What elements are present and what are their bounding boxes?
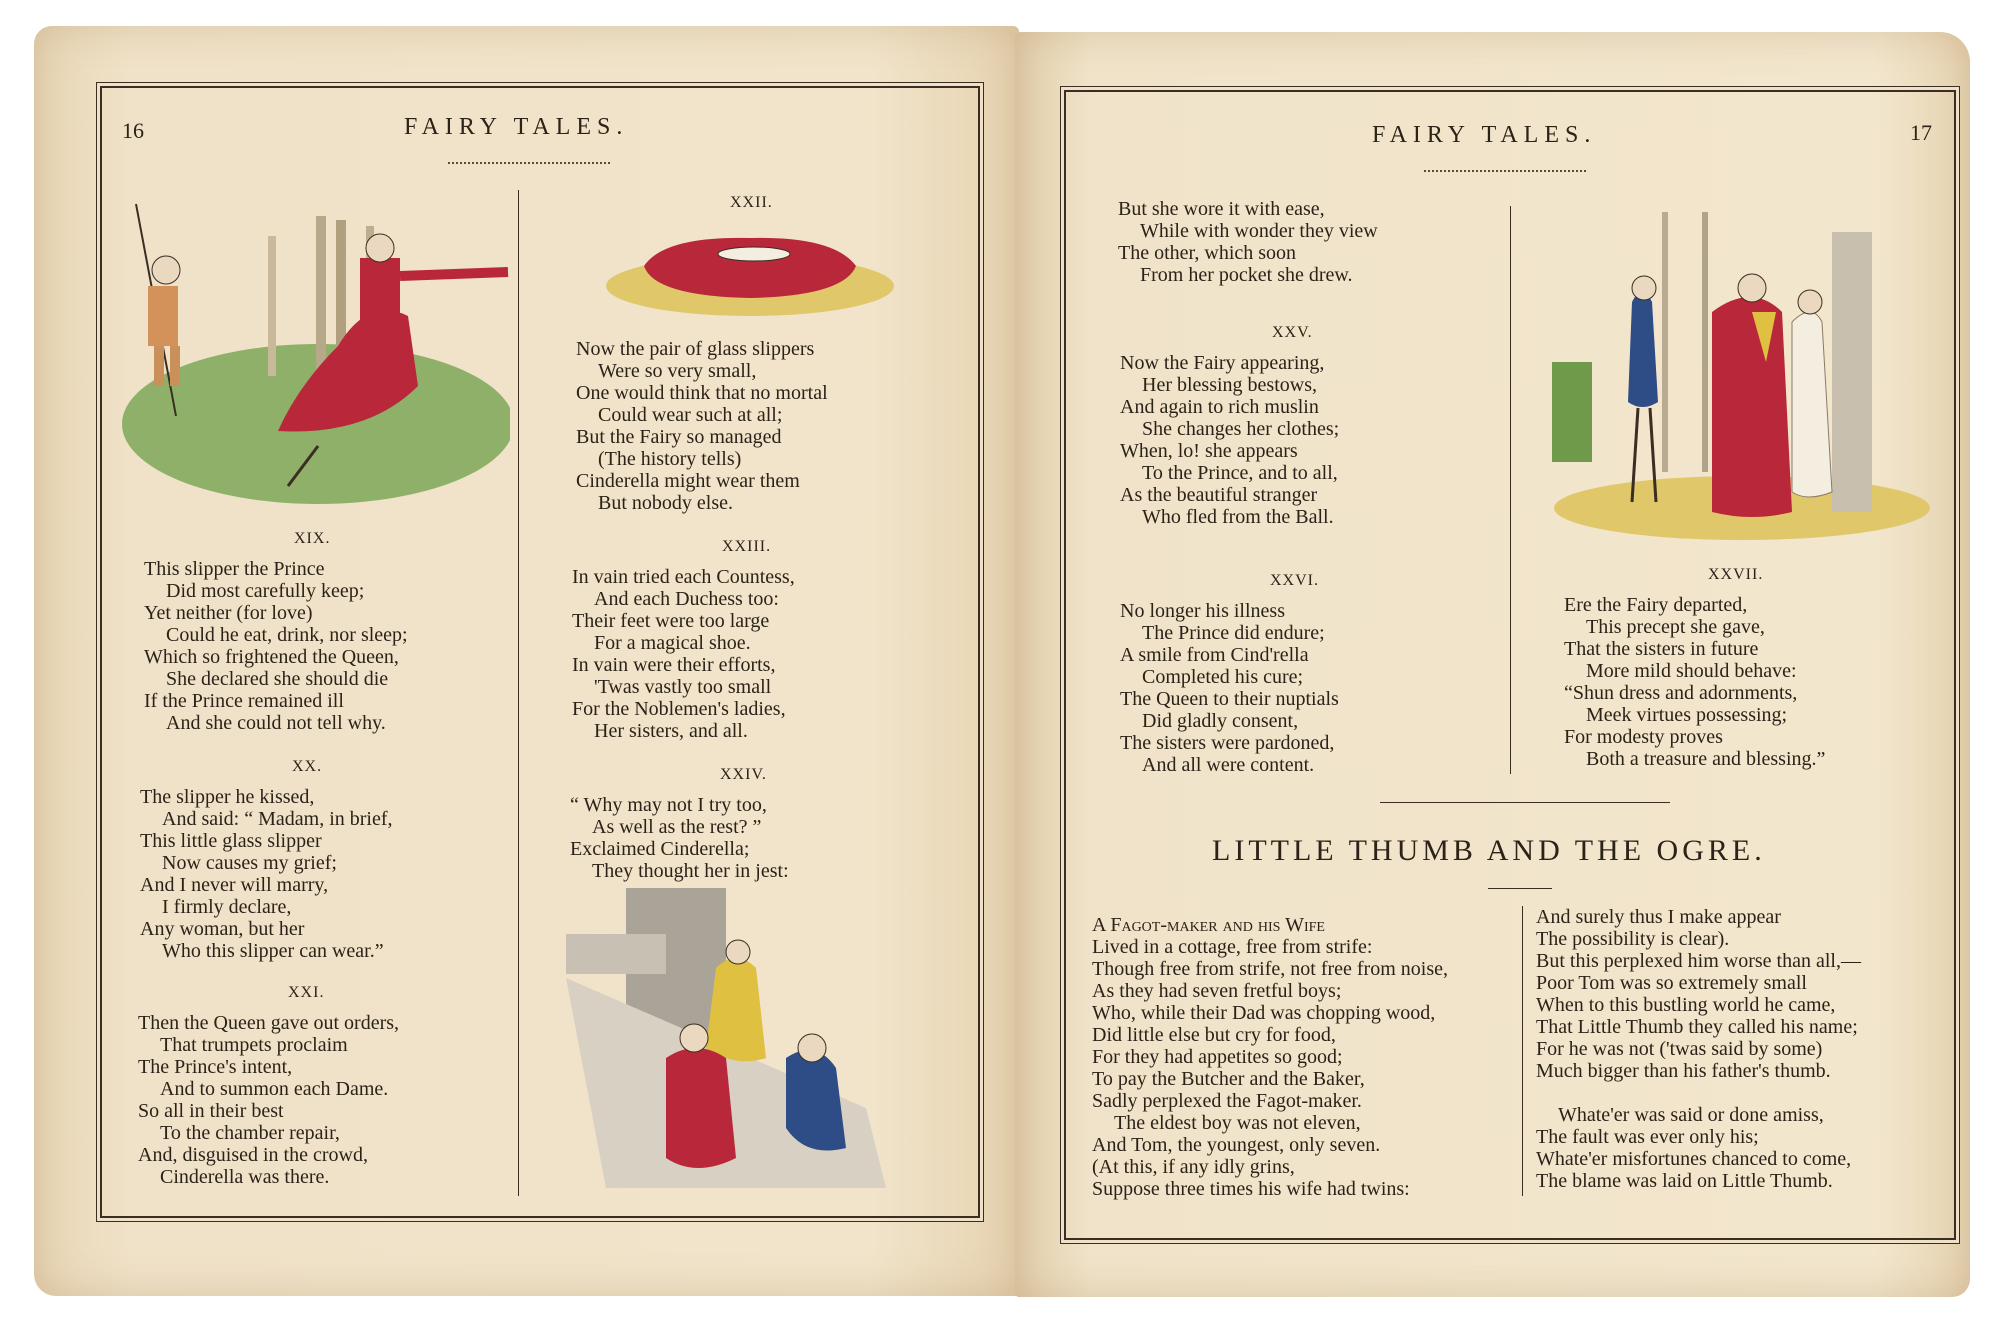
verse-line: Suppose three times his wife had twins: — [1092, 1178, 1410, 1200]
stanza-number: XIX. — [294, 530, 331, 547]
verse-line: Did most carefully keep; — [166, 580, 365, 602]
title-ornament — [1488, 888, 1552, 889]
verse-line: Much bigger than his father's thumb. — [1536, 1060, 1831, 1082]
stanza-number: XXIII. — [722, 538, 772, 555]
stanza-number: XXI. — [288, 984, 325, 1001]
verse-line: Did gladly consent, — [1142, 710, 1299, 732]
verse-line: Ere the Fairy departed, — [1564, 594, 1748, 616]
verse-line: Their feet were too large — [572, 610, 770, 632]
verse-line: A Fagot-maker and his Wife — [1092, 914, 1325, 936]
verse-line: And I never will marry, — [140, 874, 329, 896]
verse-line: Who fled from the Ball. — [1142, 506, 1334, 528]
verse-line: And again to rich muslin — [1120, 396, 1319, 418]
verse-line: But nobody else. — [598, 492, 733, 514]
verse-line: To the Prince, and to all, — [1142, 462, 1338, 484]
verse-line: A smile from Cind'rella — [1120, 644, 1309, 666]
verse-line: So all in their best — [138, 1100, 284, 1122]
stanza-xxiii — [572, 536, 902, 742]
stanza-number: XXV. — [1272, 324, 1313, 341]
verse-line: Then the Queen gave out orders, — [138, 1012, 400, 1034]
verse-line: The other, which soon — [1118, 242, 1297, 264]
verse-line: This little glass slipper — [140, 830, 322, 852]
verse-line: And all were content. — [1142, 754, 1315, 776]
verse-line: Could wear such at all; — [598, 404, 783, 426]
verse-line: Whate'er was said or done amiss, — [1558, 1104, 1824, 1126]
verse-line: Sadly perplexed the Fagot-maker. — [1092, 1090, 1362, 1112]
verse-line: Whate'er misfortunes chanced to come, — [1536, 1148, 1852, 1170]
verse-line: The sisters were pardoned, — [1120, 732, 1335, 754]
running-head-left: FAIRY TALES. — [404, 114, 629, 140]
verse-line: And surely thus I make appear — [1536, 906, 1781, 928]
verse-line: As well as the rest? ” — [592, 816, 762, 838]
verse-line: (At this, if any idly grins, — [1092, 1156, 1295, 1178]
verse-line: And, disguised in the crowd, — [138, 1144, 368, 1166]
verse-line: She changes her clothes; — [1142, 418, 1340, 440]
column-rule-right-bottom — [1522, 906, 1523, 1196]
stanza-xxii — [576, 338, 906, 514]
verse-line: The Prince's intent, — [138, 1056, 293, 1078]
section-rule — [1380, 802, 1670, 803]
verse-line: Who this slipper can wear.” — [162, 940, 384, 962]
verse-line: Now the pair of glass slippers — [576, 338, 815, 360]
page-number-right: 17 — [1910, 120, 1932, 145]
verse-line: When, lo! she appears — [1120, 440, 1298, 462]
stanza-number: XXVI. — [1270, 572, 1319, 589]
verse-line: 'Twas vastly too small — [594, 676, 772, 698]
verse-line: But she wore it with ease, — [1118, 198, 1325, 220]
illustration-court-scene — [1552, 212, 1932, 542]
verse-line: Now the Fairy appearing, — [1120, 352, 1325, 374]
stanza-xxiv-continued — [1118, 198, 1458, 286]
verse-line: The blame was laid on Little Thumb. — [1536, 1170, 1833, 1192]
running-head-right: FAIRY TALES. — [1372, 122, 1597, 148]
stanza-xxvii — [1564, 564, 1924, 770]
verse-line: Though free from strife, not free from noise, — [1092, 958, 1448, 980]
verse-line: For a magical shoe. — [594, 632, 751, 654]
verse-line: Which so frightened the Queen, — [144, 646, 399, 668]
verse-line: While with wonder they view — [1140, 220, 1378, 242]
verse-line: And she could not tell why. — [166, 712, 386, 734]
stanza-xix — [144, 528, 474, 734]
verse-line: That trumpets proclaim — [160, 1034, 348, 1056]
story-column-2 — [1536, 906, 1936, 1192]
stanza-xxv — [1120, 322, 1460, 528]
verse-line: The possibility is clear). — [1536, 928, 1730, 950]
verse-line: Did little else but cry for food, — [1092, 1024, 1336, 1046]
column-rule-right-top — [1510, 206, 1511, 774]
head-flourish-right — [1424, 164, 1586, 172]
verse-line: I firmly declare, — [162, 896, 292, 918]
blank-line — [1536, 1082, 1936, 1104]
verse-line: Her blessing bestows, — [1142, 374, 1317, 396]
stanza-xx — [140, 756, 470, 962]
verse-line: Cinderella was there. — [160, 1166, 330, 1188]
verse-line: More mild should behave: — [1586, 660, 1797, 682]
verse-line: From her pocket she drew. — [1140, 264, 1353, 286]
head-flourish-left — [448, 156, 610, 164]
verse-line: Now causes my grief; — [162, 852, 337, 874]
verse-line: Poor Tom was so extremely small — [1536, 972, 1807, 994]
verse-line: And each Duchess too: — [594, 588, 779, 610]
verse-line: In vain tried each Countess, — [572, 566, 795, 588]
stanza-number: XXVII. — [1708, 566, 1764, 583]
verse-line: Lived in a cottage, free from strife: — [1092, 936, 1373, 958]
verse-line: The eldest boy was not eleven, — [1114, 1112, 1361, 1134]
stanza-number: XXII. — [730, 194, 773, 211]
verse-line: To the chamber repair, — [160, 1122, 340, 1144]
verse-line: And to summon each Dame. — [160, 1078, 389, 1100]
verse-line: That the sisters in future — [1564, 638, 1759, 660]
verse-line: Could he eat, drink, nor sleep; — [166, 624, 408, 646]
verse-line: They thought her in jest: — [592, 860, 789, 882]
verse-line: For modesty proves — [1564, 726, 1723, 748]
story-title: LITTLE THUMB AND THE OGRE. — [1212, 834, 1766, 867]
stanza-number: XX. — [292, 758, 323, 775]
verse-line: That Little Thumb they called his name; — [1536, 1016, 1858, 1038]
story-column-1 — [1092, 914, 1512, 1200]
verse-line: Completed his cure; — [1142, 666, 1304, 688]
page-number-left: 16 — [122, 118, 144, 143]
verse-line: She declared she should die — [166, 668, 389, 690]
verse-line: One would think that no mortal — [576, 382, 828, 404]
verse-line: For the Noblemen's ladies, — [572, 698, 786, 720]
verse-line: The Prince did endure; — [1142, 622, 1325, 644]
verse-line: The slipper he kissed, — [140, 786, 315, 808]
verse-line: The fault was ever only his; — [1536, 1126, 1759, 1148]
verse-line: Cinderella might wear them — [576, 470, 800, 492]
verse-line: No longer his illness — [1120, 600, 1285, 622]
stanza-xxiv — [570, 764, 900, 882]
verse-line: And Tom, the youngest, only seven. — [1092, 1134, 1381, 1156]
verse-line: Both a treasure and blessing.” — [1586, 748, 1826, 770]
verse-line: Any woman, but her — [140, 918, 305, 940]
stanza-xxi — [138, 982, 478, 1188]
verse-line: To pay the Butcher and the Baker, — [1092, 1068, 1365, 1090]
verse-line: “ Why may not I try too, — [570, 794, 767, 816]
verse-line: Who, while their Dad was chopping wood, — [1092, 1002, 1436, 1024]
verse-line: Her sisters, and all. — [594, 720, 748, 742]
verse-line: (The history tells) — [598, 448, 742, 470]
column-rule-left — [518, 190, 519, 1196]
verse-line: But this perplexed him worse than all,— — [1536, 950, 1861, 972]
verse-line: This precept she gave, — [1586, 616, 1765, 638]
verse-line: Were so very small, — [598, 360, 757, 382]
verse-line: In vain were their efforts, — [572, 654, 776, 676]
verse-line: Yet neither (for love) — [144, 602, 313, 624]
verse-line: The Queen to their nuptials — [1120, 688, 1339, 710]
verse-line: Exclaimed Cinderella; — [570, 838, 750, 860]
verse-line: When to this bustling world he came, — [1536, 994, 1836, 1016]
illustration-girl-running — [118, 196, 510, 514]
verse-line: But the Fairy so managed — [576, 426, 782, 448]
verse-line: This slipper the Prince — [144, 558, 325, 580]
stanza-xxii-number — [730, 192, 810, 222]
verse-line: “Shun dress and adornments, — [1564, 682, 1798, 704]
verse-line: Meek virtues possessing; — [1586, 704, 1788, 726]
verse-line: If the Prince remained ill — [144, 690, 344, 712]
verse-line: For they had appetites so good; — [1092, 1046, 1343, 1068]
verse-line: As they had seven fretful boys; — [1092, 980, 1342, 1002]
stanza-xxvi — [1120, 570, 1460, 776]
verse-line: For he was not ('twas said by some) — [1536, 1038, 1823, 1060]
stanza-number: XXIV. — [720, 766, 767, 783]
illustration-slipper-fitting — [566, 888, 906, 1200]
verse-line: And said: “ Madam, in brief, — [162, 808, 393, 830]
illustration-cushion-slipper — [604, 226, 896, 318]
verse-line: As the beautiful stranger — [1120, 484, 1318, 506]
